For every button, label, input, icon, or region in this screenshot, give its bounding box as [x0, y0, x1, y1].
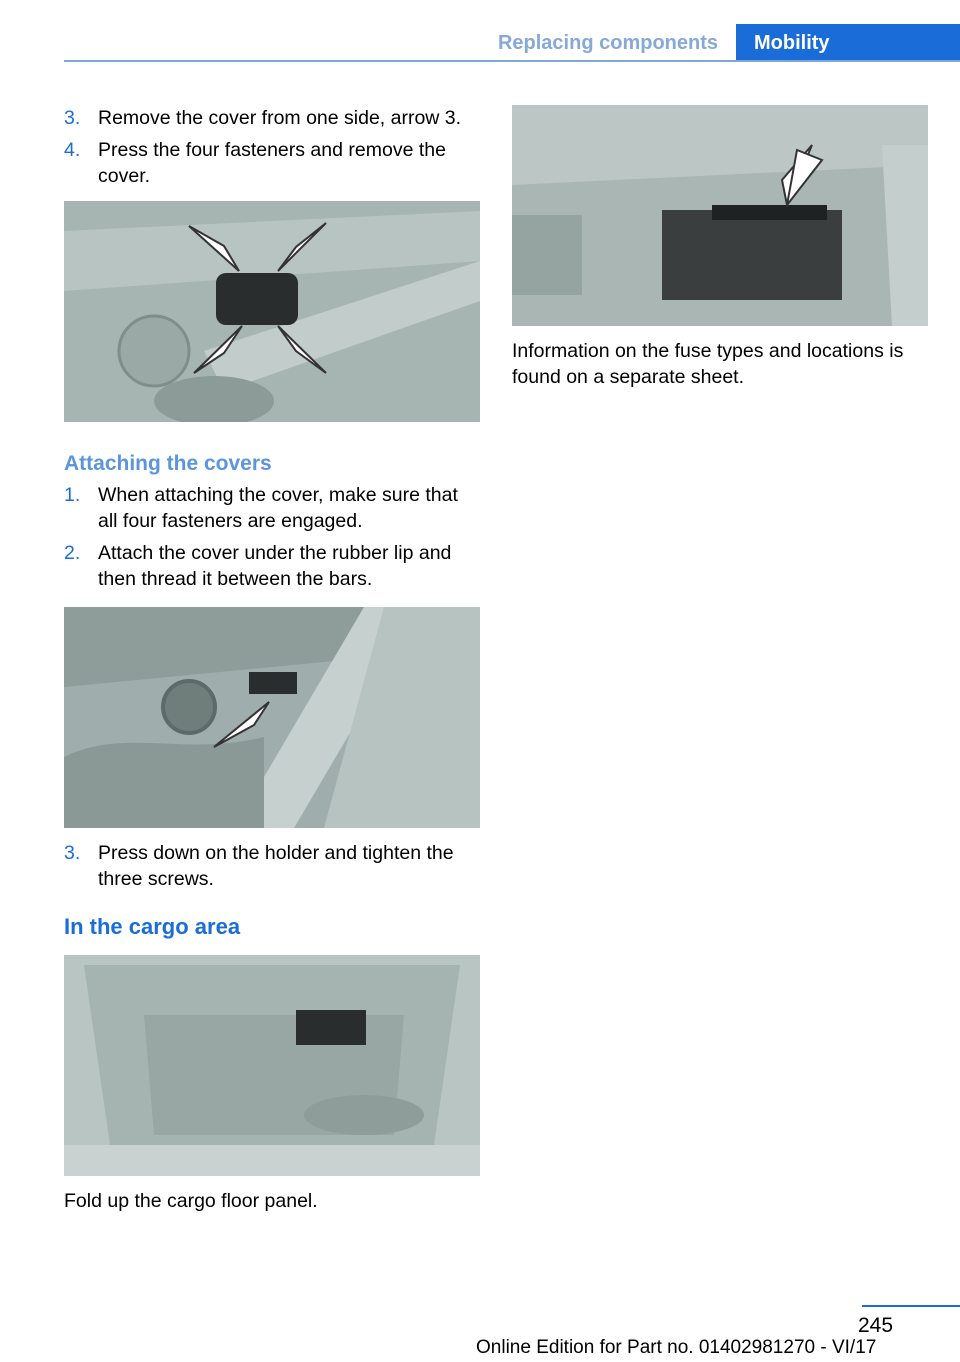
- fold-instruction: Fold up the cargo floor panel.: [64, 1190, 318, 1212]
- step-item: [64, 105, 480, 131]
- step-text: Remove the cover from one side, arrow 3.: [98, 107, 462, 129]
- step-item: [64, 137, 480, 189]
- figure-cargo-area: [64, 955, 480, 1176]
- steps-remove-list: [64, 105, 480, 189]
- footer-rule: [862, 1305, 960, 1307]
- step-item: [64, 840, 480, 892]
- step-text: When attaching the cover, make sure that all four fasteners are engaged.: [98, 484, 458, 532]
- step-text: Attach the cover under the rubber lip and then thread it between the bars.: [98, 542, 452, 590]
- section-title: Replacing components: [497, 32, 718, 54]
- figure-fastener-cover: [64, 201, 480, 422]
- page-header: [64, 24, 960, 62]
- figure-holder: [64, 607, 480, 828]
- step-text: Press the four fasteners and remove the cover.: [98, 139, 446, 187]
- step-number: 2.: [64, 542, 81, 564]
- figure-fuse-box: [512, 105, 928, 326]
- step-text: Press down on the holder and tighten the three screws.: [98, 842, 454, 890]
- step-number: 4.: [64, 139, 81, 161]
- attaching-section: [64, 452, 480, 592]
- step-number: 1.: [64, 484, 81, 506]
- chapter-tab: Mobility: [736, 24, 960, 62]
- step-number: 3.: [64, 107, 81, 129]
- header-rule: [64, 60, 960, 62]
- page-number: 245: [858, 1314, 894, 1337]
- step-item: [64, 540, 480, 592]
- step-item: [64, 482, 480, 534]
- fuse-info-text: Information on the fuse types and locations is found on a separate sheet.: [512, 340, 904, 388]
- edition-note: Online Edition for Part no. 01402981270 - VI/17: [476, 1337, 877, 1358]
- steps-tighten-list: [64, 840, 480, 892]
- heading-cargo-area: In the cargo area: [64, 914, 241, 939]
- step-number: 3.: [64, 842, 81, 864]
- subheading-attaching: Attaching the covers: [64, 452, 272, 475]
